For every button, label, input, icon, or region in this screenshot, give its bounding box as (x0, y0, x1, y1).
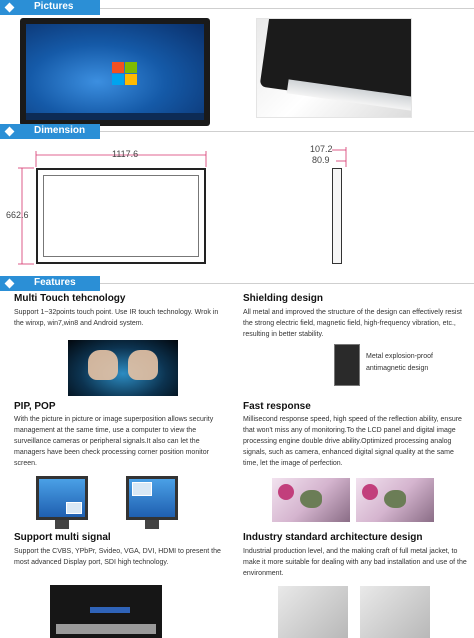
feature-title-industry: Industry standard architecture design (243, 532, 423, 543)
section-header-dimension (0, 124, 100, 139)
feature-text-fast-response: Millisecond response speed, high speed of the reflection ability, ensure that won't miss any of monitoring.To the LCD panel and digital image processing engine double drive ability.Optimized processing analog signals, such as camera, enhanced digital signal quality at the same time, let the image of perfection. (243, 416, 462, 467)
monitor-front-photo (20, 18, 210, 126)
dimension-height: 662.6 (6, 210, 29, 220)
feature-text-multi-signal: Support the CVBS, YPbPr, Svideo, VGA, DVI, HDMI to present the most advanced Display port, SDI high technology. (14, 548, 221, 566)
divider (100, 283, 474, 284)
pop-monitor-photo (126, 476, 178, 520)
feature-title-multi-signal: Support multi signal (14, 532, 111, 543)
monitor-front-outline (36, 168, 206, 264)
shielding-caption-line2: antimagnetic design (366, 365, 429, 372)
section-title: Pictures (34, 1, 74, 12)
tools-photo-2 (360, 586, 430, 638)
feature-text-pip: With the picture in picture or image superposition allows security management at the same time, use a computer to view the surveillance cameras or peripheral signals.It also can let the managers have been check processing corner position monitor screen. (14, 416, 214, 467)
feature-title-multi-touch: Multi Touch tehcnology (14, 293, 126, 304)
shielding-caption-line1: Metal explosion-proof (366, 353, 433, 360)
section-header-pictures (0, 0, 100, 15)
hummingbird-photo-enhanced (356, 478, 434, 522)
hand-icon (88, 350, 118, 380)
section-title: Features (34, 277, 76, 288)
pip-monitor-photo (36, 476, 88, 520)
diamond-icon (5, 3, 15, 13)
feature-title-fast-response: Fast response (243, 401, 311, 412)
diamond-icon (5, 127, 15, 137)
divider (100, 8, 474, 9)
windows-logo-icon (112, 62, 138, 86)
diamond-icon (5, 279, 15, 289)
divider (100, 131, 474, 132)
feature-title-shielding: Shielding design (243, 293, 324, 304)
hummingbird-photo (272, 478, 350, 522)
feature-title-pip: PIP, POP (14, 401, 56, 412)
feature-text-multi-touch: Support 1~32points touch point. Use IR touch technology. Wrok in the winxp, win7,win8 and Android system. (14, 309, 219, 327)
taskbar (26, 113, 204, 120)
monitor-side-outline (332, 168, 342, 264)
signal-ports-photo (50, 585, 162, 638)
section-header-features (0, 276, 100, 291)
metal-casing-photo (334, 344, 360, 386)
hand-icon (128, 350, 158, 380)
monitor-corner-photo (256, 18, 412, 118)
feature-text-shielding: All metal and improved the structure of the design can effectively resist the strong electric field, magnetic field, high-frequency vibration, etc., resulting in better stability. (243, 309, 462, 338)
dimension-width: 1117.6 (112, 149, 139, 159)
touch-photo (68, 340, 178, 396)
tools-photo (278, 586, 348, 638)
monitor-screen (26, 24, 204, 120)
feature-text-industry: Industrial production level, and the making craft of full metal jacket, to make it more suitable for dealing with any bad installation and use of the environment. (243, 548, 467, 577)
section-title: Dimension (34, 125, 86, 136)
dimension-depth-total: 107.2 (310, 144, 333, 154)
dimension-depth-body: 80.9 (312, 155, 330, 165)
